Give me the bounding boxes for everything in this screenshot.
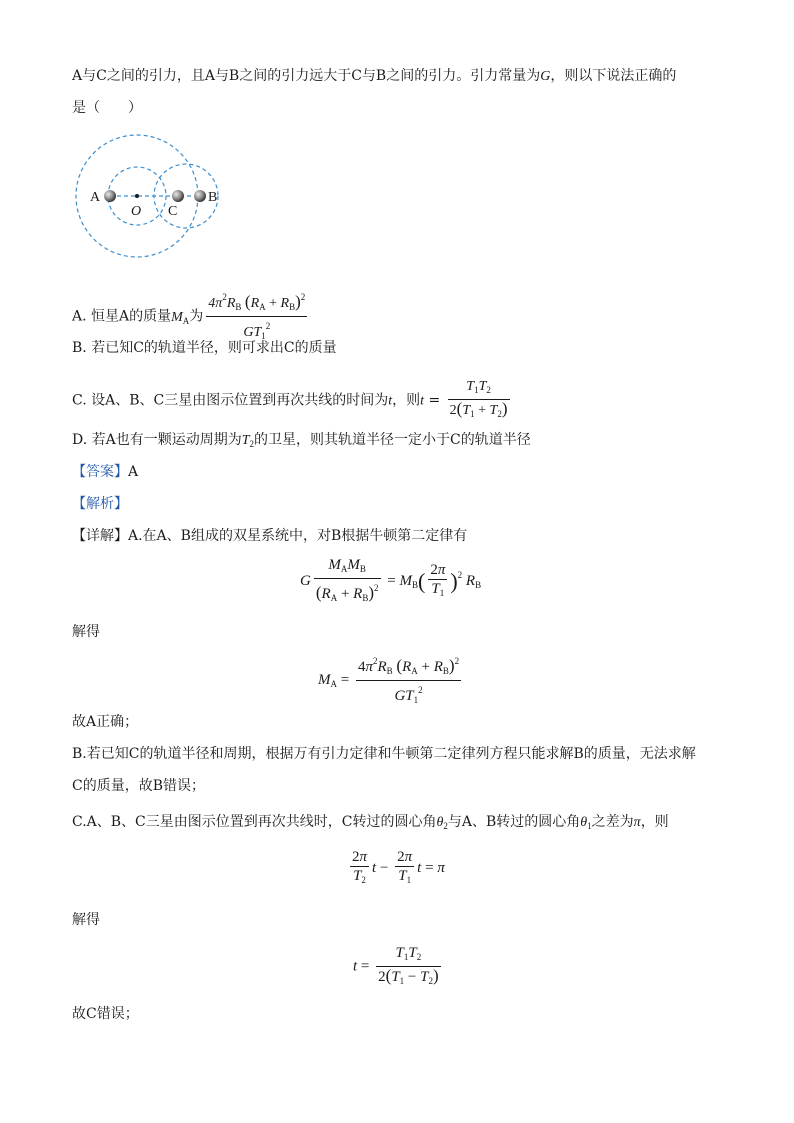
option-c-explain: C.A、B、C三星由图示位置到再次共线时，C转过的圆心角$\theta_2$与A、B转过的圆心角$\theta_1$之差为π，则 (72, 814, 669, 831)
conclusion-c: 故C错误； (72, 1006, 139, 1022)
option-a-mid: 为 (189, 308, 204, 325)
detail-tag: 【详解】 (72, 528, 128, 544)
c-explain-prefix: C.A、B、C三星由图示位置到再次共线时，C转过的圆心角 (72, 814, 437, 830)
question-text: A与C之间的引力，且A与B之间的引力远大于C与B之间的引力。引力常量为 (72, 68, 541, 84)
equation-newton: G $\frac{M_AM_B}{(R_A + R_B)^2}$ = $M_B$( $\frac{2\pi}{T_1}$ )$^2$ $R_B$ (300, 557, 482, 603)
question-line-2: 是（ ） (72, 100, 142, 116)
option-a-formula: $\frac{4\pi^2R_B (R_A + R_B)^2}{GT_1^2}$ (206, 288, 307, 345)
option-d-suffix: 的卫星，则其轨道半径一定小于C的轨道半径 (254, 432, 531, 448)
option-c-mid: ，则 (392, 392, 421, 409)
gravity-constant-symbol: G (540, 69, 551, 84)
label-o: O (131, 204, 142, 219)
star-b (194, 190, 206, 202)
solve-2: 解得 (72, 912, 100, 928)
option-d-text: D. 若A也有一颗运动周期为 (72, 432, 242, 448)
question-text-end: ，则以下说法正确的 (550, 68, 677, 84)
option-c-text: C. 设A、B、C三星由图示位置到再次共线的时间为 (72, 392, 389, 409)
label-b: B (208, 190, 218, 205)
label-a: A (90, 190, 101, 205)
star-a (104, 190, 116, 202)
question-line-1 (72, 66, 676, 87)
option-b-explain-1: B.若已知C的轨道半径和周期，根据万有引力定律和牛顿第二定律列方程只能求解B的质量，无法求解 (72, 746, 696, 762)
option-c: C. 设A、B、C三星由图示位置到再次共线的时间为t，则t = $\frac{T_1T_2}{2(T_1 + T_2)}$ (72, 378, 513, 423)
option-a: A. 恒星A的质量$M_A$为 $\frac{4\pi^2R_B (R_A + R_B)^2}{GT_1^2}$ (72, 288, 310, 345)
option-d: D. 若A也有一颗运动周期为$T_2$的卫星，则其轨道半径一定小于C的轨道半径 (72, 432, 531, 449)
detail-line (72, 526, 467, 546)
equation-angle: $\frac{2\pi}{T_2}$ t − $\frac{2\pi}{T_1}$ t = π (352, 849, 445, 885)
answer-tag: 【答案】 (72, 464, 128, 480)
label-c: C (168, 204, 178, 219)
center-dot (135, 194, 139, 198)
option-b-explain-2: C的质量，故B错误； (72, 778, 205, 794)
orbit-figure (68, 132, 238, 262)
option-c-formula: $\frac{T_1T_2}{2(T_1 + T_2)}$ (449, 379, 508, 419)
c-explain-end: 之差为 (591, 814, 634, 830)
equation-mass-a: $M_A$ = $\frac{4\pi^2R_B (R_A + R_B)^2}{GT_1^2}$ (318, 652, 464, 709)
analysis-tag: 【解析】 (72, 496, 128, 512)
c-explain-mid: 与A、B转过的圆心角 (447, 814, 581, 830)
detail-text: A.在A、B组成的双星系统中，对B根据牛顿第二定律有 (128, 528, 468, 544)
equation-time: t = $\frac{T_1T_2}{2(T_1 - T_2)}$ (353, 945, 439, 986)
c-explain-then: ，则 (640, 814, 669, 830)
option-b: B. 若已知C的轨道半径，则可求出C的质量 (72, 340, 337, 356)
star-c (172, 190, 184, 202)
answer-line (72, 462, 138, 482)
answer-value: A (128, 464, 139, 480)
option-a-text: A. 恒星A的质量 (72, 308, 172, 325)
conclusion-a: 故A正确； (72, 714, 139, 730)
solve-1: 解得 (72, 624, 100, 640)
